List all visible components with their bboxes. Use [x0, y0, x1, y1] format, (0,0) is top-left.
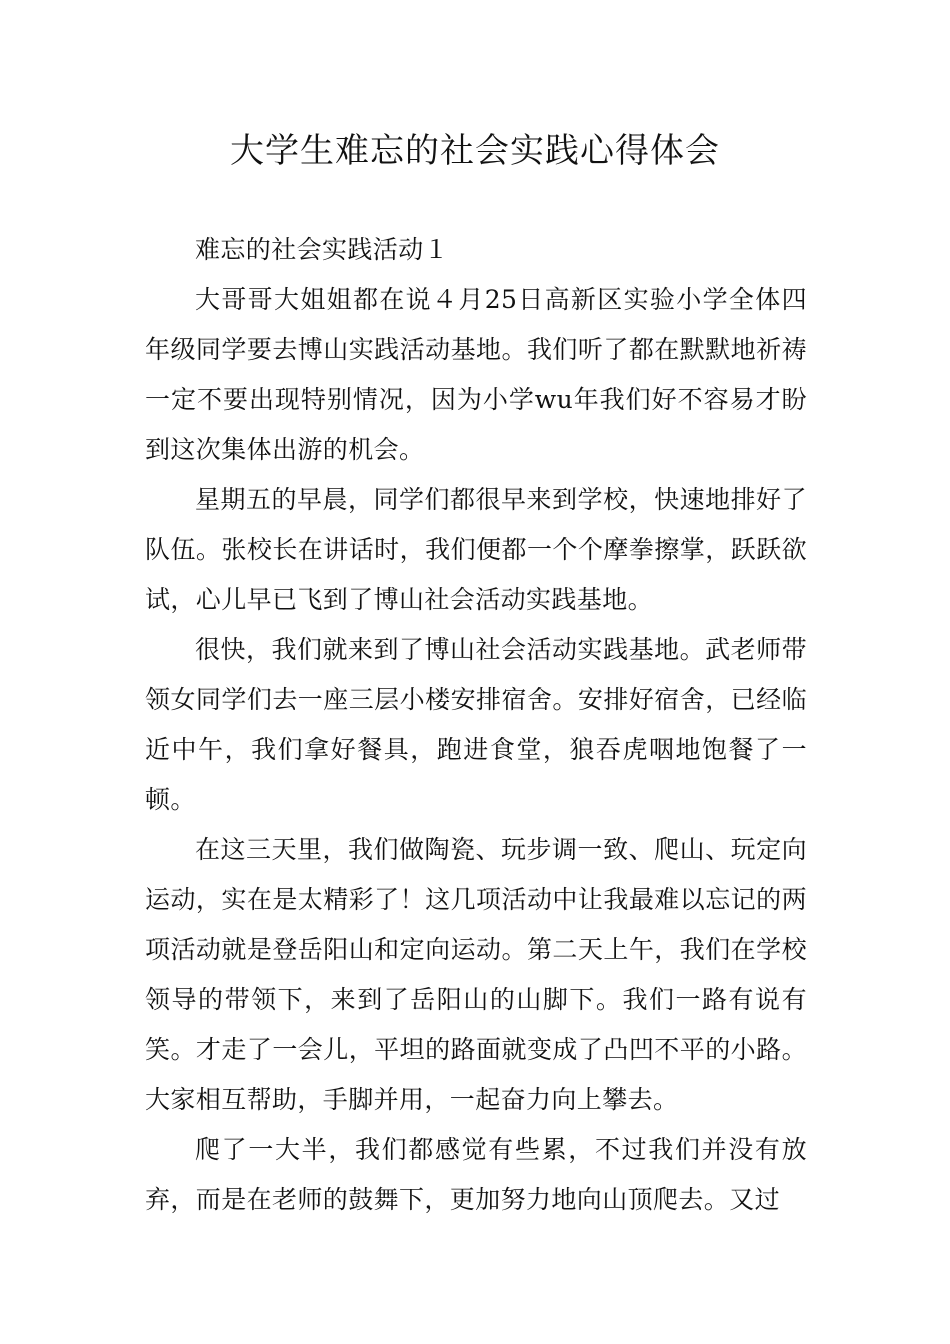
document-body: [145, 225, 807, 1225]
document-title: 大学生难忘的社会实践心得体会: [230, 131, 720, 171]
paragraph: 星期五的早晨，同学们都很早来到学校，快速地排好了队伍。张校长在讲话时，我们便都一个个摩拳擦掌，跃跃欲试，心儿早已飞到了博山社会活动实践基地。: [145, 485, 807, 614]
paragraph: 很快，我们就来到了博山社会活动实践基地。武老师带领女同学们去一座三层小楼安排宿舍。安排好宿舍，已经临近中午，我们拿好餐具，跑进食堂，狼吞虎咽地饱餐了一顿。: [145, 635, 807, 814]
paragraph: 大哥哥大姐姐都在说４月25日高新区实验小学全体四年级同学要去博山实践活动基地。我们听了都在默默地祈祷一定不要出现特别情况，因为小学wu年我们好不容易才盼到这次集体出游的机会。: [145, 285, 807, 464]
paragraph-heading: 难忘的社会实践活动１: [195, 235, 450, 264]
paragraph: 爬了一大半，我们都感觉有些累，不过我们并没有放弃，而是在老师的鼓舞下，更加努力地向山顶爬去。又过: [145, 1135, 807, 1214]
paragraph: 在这三天里，我们做陶瓷、玩步调一致、爬山、玩定向运动，实在是太精彩了！这几项活动中让我最难以忘记的两项活动就是登岳阳山和定向运动。第二天上午，我们在学校领导的带领下，来到了岳阳山的山脚下。我们一路有说有笑。才走了一会儿，平坦的路面就变成了凸凹不平的小路。大家相互帮助，手脚并用，一起奋力向上攀去。: [145, 835, 807, 1114]
